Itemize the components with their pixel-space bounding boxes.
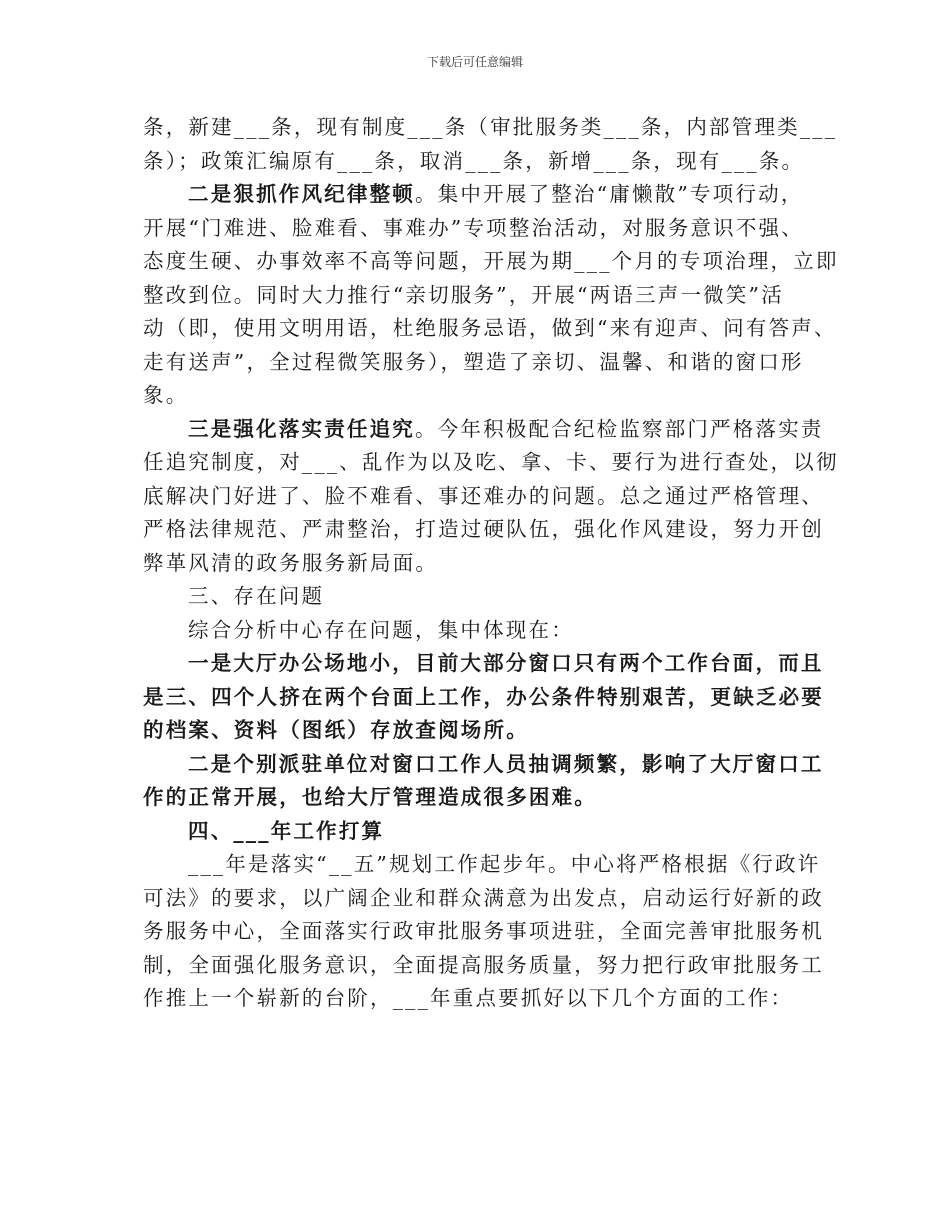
text-line	[143, 212, 823, 246]
bold-text: 的档案、资料（图纸）存放查阅场所。	[143, 718, 529, 742]
bold-text: 是三、四个人挤在两个台面上工作，办公条件特别艰苦，更缺乏必要	[143, 684, 824, 709]
body-text: 务服务中心，全面落实行政审批服务事项进驻，全面完善审批服务机	[143, 919, 824, 943]
text-line	[143, 882, 823, 916]
text-line	[143, 915, 823, 949]
page-header: 下载后可任意编辑	[426, 55, 523, 69]
body-text: 整改到位。同时大力推行“亲切服务”，开展“两语三声一微笑”活	[143, 282, 784, 307]
text-line	[143, 379, 823, 413]
body-text: 条）；政策汇编原有___条，取消___条，新增___条，现有___条。	[143, 148, 805, 173]
text-line	[143, 781, 823, 815]
body-text: 制，全面强化服务意识，全面提高服务质量，努力把行政审批服务工	[143, 952, 824, 977]
bold-text: 三是强化落实责任追究	[188, 416, 415, 441]
text-line	[143, 111, 838, 145]
text-line	[143, 513, 823, 547]
text-line	[143, 982, 823, 1016]
body-text: 可法》的要求，以广阔企业和群众满意为出发点，启动运行好新的政	[143, 885, 824, 910]
text-line	[143, 446, 839, 480]
text-line	[143, 614, 823, 648]
text-line	[143, 145, 823, 179]
body-text: 态度生硬、办事效率不高等问题，开展为期___个月的专项治理，立即	[143, 249, 839, 273]
body-text: 严格法律规范、严肃整治，打造过硬队伍，强化作风建设，努力开创	[143, 517, 824, 541]
bold-text: 一是大厅办公场地小，目前大部分窗口只有两个工作台面，而且	[188, 651, 824, 675]
text-line	[143, 346, 823, 380]
bold-text: 二是狠抓作风纪律整顿	[188, 182, 415, 206]
body-text: 。集中开展了整治“庸懒散”专项行动，	[415, 182, 804, 206]
bold-text: 四、___年工作打算	[188, 818, 385, 843]
text-line	[143, 647, 823, 681]
text-line	[143, 480, 823, 514]
body-text: 三、存在问题	[188, 584, 325, 608]
body-text: 任追究制度，对___、乱作为以及吃、拿、卡、要行为进行查处，以彻	[143, 450, 839, 474]
text-line	[143, 815, 823, 849]
text-line	[143, 580, 823, 614]
text-line	[143, 245, 839, 279]
body-text: 走有送声”，全过程微笑服务），塑造了亲切、温馨、和谐的窗口形	[143, 349, 804, 374]
text-line	[143, 178, 823, 212]
text-line	[143, 279, 823, 313]
body-text: 作推上一个崭新的台阶，___年重点要抓好以下几个方面的工作：	[143, 986, 794, 1010]
body-text: 动（即，使用文明用语，杜绝服务忌语，做到“来有迎声、问有答声、	[143, 316, 837, 340]
body-text: 条，新建___条，现有制度___条（审批服务类___条，内部管理类___	[143, 115, 838, 139]
text-line	[143, 312, 837, 346]
text-line	[143, 949, 823, 983]
text-line	[143, 848, 823, 882]
body-text: 。今年积极配合纪检监察部门严格落实责	[415, 416, 824, 441]
bold-text: 二是个别派驻单位对窗口工作人员抽调频繁，影响了大厅窗口工	[188, 751, 824, 776]
bold-text: 作的正常开展，也给大厅管理造成很多困难。	[143, 785, 597, 809]
text-line	[143, 681, 823, 715]
text-line	[143, 748, 823, 782]
text-line	[143, 714, 823, 748]
body-text: 底解决门好进了、脸不难看、事还难办的问题。总之通过严格管理、	[143, 483, 824, 508]
text-line	[143, 413, 823, 447]
body-text: 弊革风清的政务服务新局面。	[143, 550, 439, 575]
text-line	[143, 547, 823, 581]
body-text: ___年是落实“__五”规划工作起步年。中心将严格根据《行政许	[188, 852, 821, 876]
body-text: 象。	[143, 383, 189, 407]
body-text: 开展“门难进、脸难看、事难办”专项整治活动，对服务意识不强、	[143, 215, 804, 240]
document-body	[143, 111, 839, 1016]
body-text: 综合分析中心存在问题，集中体现在：	[188, 617, 574, 642]
